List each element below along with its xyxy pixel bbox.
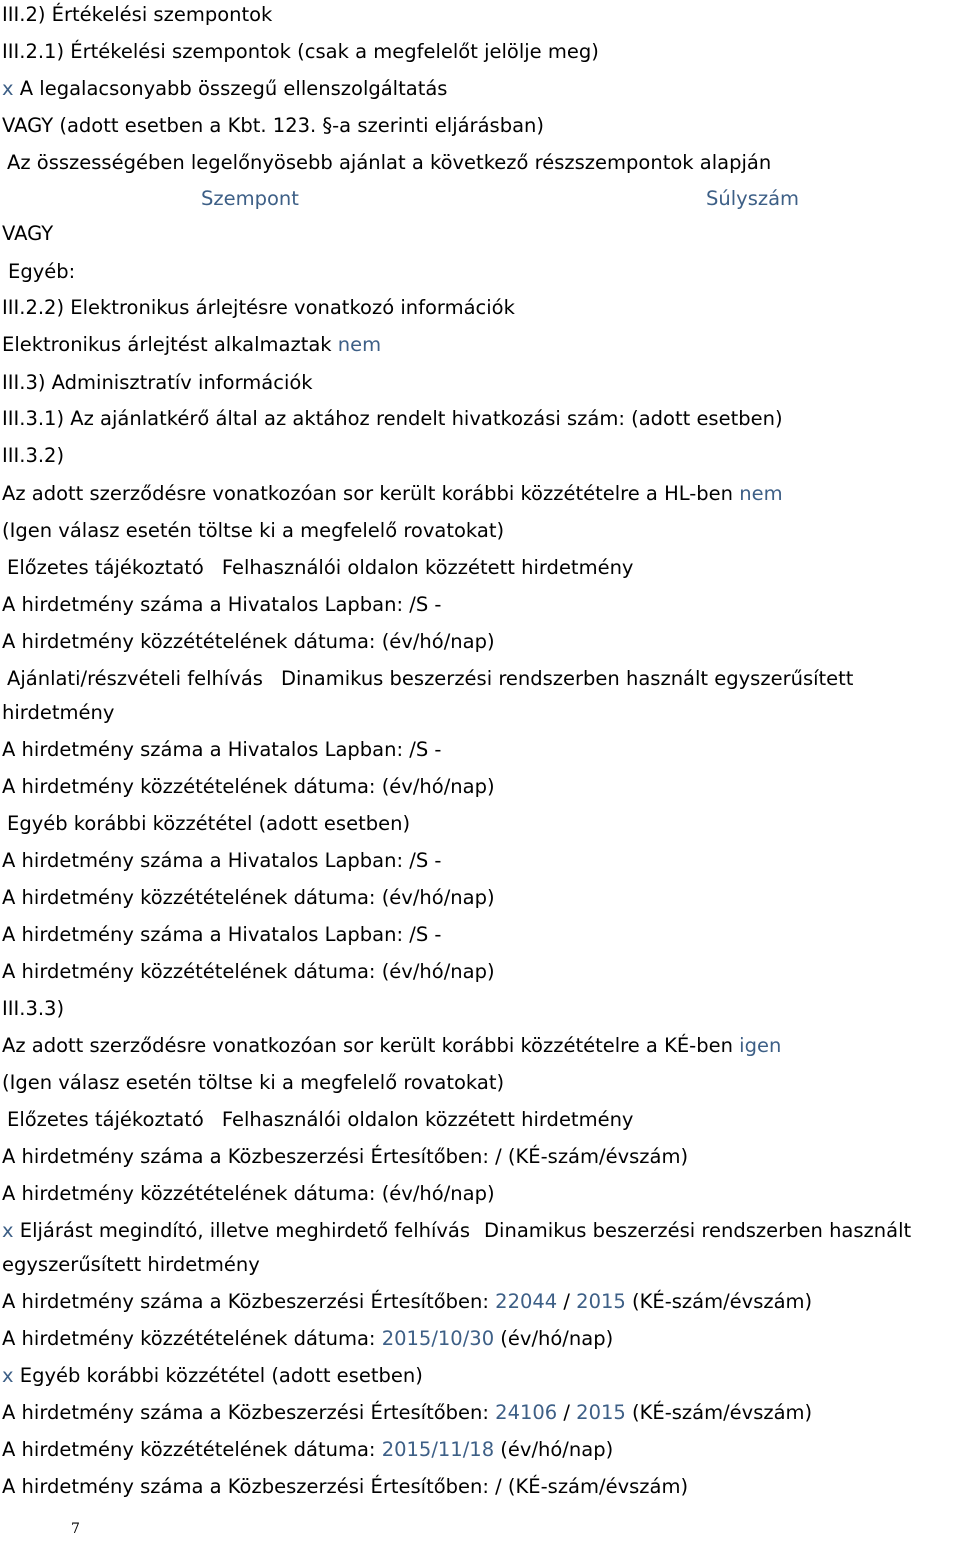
criterion-label: A legalacsonyabb összegű ellenszolgáltatás (13, 77, 448, 100)
page-number: 7 (71, 1521, 80, 1537)
instruction-note: (Igen válasz esetén töltse ki a megfelelő rovatokat) (2, 519, 505, 542)
ke-notice-number: A hirdetmény száma a Közbeszerzési Értesítőben: / (KÉ-szám/évszám) (2, 1475, 689, 1498)
notice-type-line (7, 555, 633, 581)
column-header-szempont: Szempont (201, 187, 299, 210)
notice-type-line (7, 666, 853, 692)
notice-type-dps-cont: hirdetmény (2, 701, 115, 724)
notice-type-prior: Előzetes tájékoztató (7, 1108, 204, 1131)
ke-date-label: A hirdetmény közzétételének dátuma: (2, 1438, 382, 1461)
ke-date-unit: (év/hó/nap) (494, 1438, 614, 1461)
ke-year-value: 2015 (576, 1290, 626, 1313)
hl-publication-value: nem (739, 482, 783, 505)
hl-notice-number: A hirdetmény száma a Hivatalos Lapban: /S - (2, 738, 442, 761)
hl-notice-number: A hirdetmény száma a Hivatalos Lapban: /S - (2, 923, 442, 946)
hl-notice-number: A hirdetmény száma a Hivatalos Lapban: /S - (2, 593, 442, 616)
ke-publication-label: Az adott szerződésre vonatkozóan sor került korábbi közzétételre a KÉ-ben (2, 1034, 740, 1057)
ke-date-value: 2015/11/18 (381, 1438, 495, 1461)
notice-type-buyer-profile: Felhasználói oldalon közzétett hirdetmény (221, 556, 634, 579)
ke-number-unit: (KÉ-szám/évszám) (625, 1290, 813, 1313)
section-heading-iii-2-1: III.2.1) Értékelési szempontok (csak a megfelelőt jelölje meg) (2, 40, 599, 63)
ke-number-sep: / (557, 1401, 577, 1424)
ke-publication-value: igen (739, 1034, 782, 1057)
column-header-sulyszam: Súlyszám (706, 187, 800, 210)
ke-date-unit: (év/hó/nap) (494, 1327, 614, 1350)
ke-date-label: A hirdetmény közzétételének dátuma: (2, 1327, 382, 1350)
ke-notice-number (2, 1289, 812, 1315)
ke-year-value: 2015 (576, 1401, 626, 1424)
ke-number-unit: (KÉ-szám/évszám) (625, 1401, 813, 1424)
criterion-or: VAGY (2, 222, 54, 245)
e-auction-line (2, 332, 381, 358)
hl-notice-number: A hirdetmény száma a Hivatalos Lapban: /S - (2, 849, 442, 872)
section-heading-iii-3-2: III.3.2) (2, 444, 65, 467)
hl-publication-line (2, 481, 783, 507)
ke-notice-date (2, 1437, 613, 1463)
ke-number-value: 22044 (495, 1290, 558, 1313)
selected-mark: x (2, 77, 14, 100)
notice-type-prior: Előzetes tájékoztató (7, 556, 204, 579)
criterion-other: Egyéb: (8, 260, 76, 283)
criterion-best-value: Az összességében legelőnyösebb ajánlat a következő részszempontok alapján (7, 151, 772, 174)
notice-type-line (7, 1107, 633, 1133)
notice-type-other-label: Egyéb korábbi közzététel (adott esetben) (13, 1364, 423, 1387)
criterion-or-note: VAGY (adott esetben a Kbt. 123. §-a szerinti eljárásban) (2, 114, 544, 137)
section-heading-iii-3-1: III.3.1) Az ajánlatkérő által az aktához rendelt hivatkozási szám: (adott esetben) (2, 407, 783, 430)
ke-number-value: 24106 (495, 1401, 558, 1424)
section-heading-iii-2-2: III.2.2) Elektronikus árlejtésre vonatkozó információk (2, 296, 515, 319)
hl-notice-date: A hirdetmény közzétételének dátuma: (év/hó/nap) (2, 960, 495, 983)
notice-type-dps: Dinamikus beszerzési rendszerben használt (484, 1219, 912, 1242)
hl-publication-label: Az adott szerződésre vonatkozóan sor került korábbi közzétételre a HL-ben (2, 482, 740, 505)
selected-mark: x (2, 1219, 14, 1242)
notice-type-call: Eljárást megindító, illetve meghirdető felhívás (13, 1219, 471, 1242)
notice-type-other (2, 1363, 423, 1389)
ke-notice-date (2, 1326, 613, 1352)
notice-type-call: Ajánlati/részvételi felhívás (7, 667, 263, 690)
hl-notice-date: A hirdetmény közzétételének dátuma: (év/hó/nap) (2, 630, 495, 653)
notice-type-dps-cont: egyszerűsített hirdetmény (2, 1253, 260, 1276)
e-auction-value: nem (337, 333, 382, 356)
section-heading-iii-3: III.3) Adminisztratív információk (2, 371, 313, 394)
instruction-note: (Igen válasz esetén töltse ki a megfelelő rovatokat) (2, 1071, 505, 1094)
e-auction-label: Elektronikus árlejtést alkalmaztak (2, 333, 338, 356)
ke-number-label: A hirdetmény száma a Közbeszerzési Értesítőben: (2, 1290, 496, 1313)
hl-notice-date: A hirdetmény közzétételének dátuma: (év/hó/nap) (2, 775, 495, 798)
ke-number-sep: / (557, 1290, 577, 1313)
ke-notice-number: A hirdetmény száma a Közbeszerzési Értesítőben: / (KÉ-szám/évszám) (2, 1145, 689, 1168)
criterion-lowest-price (2, 76, 447, 102)
ke-date-value: 2015/10/30 (381, 1327, 495, 1350)
ke-number-label: A hirdetmény száma a Közbeszerzési Értesítőben: (2, 1401, 496, 1424)
notice-type-dps: Dinamikus beszerzési rendszerben használt egyszerűsített (280, 667, 854, 690)
hl-notice-date: A hirdetmény közzétételének dátuma: (év/hó/nap) (2, 886, 495, 909)
ke-notice-date: A hirdetmény közzétételének dátuma: (év/hó/nap) (2, 1182, 495, 1205)
ke-publication-line (2, 1033, 781, 1059)
section-heading-iii-2: III.2) Értékelési szempontok (2, 3, 273, 26)
notice-type-buyer-profile: Felhasználói oldalon közzétett hirdetmény (221, 1108, 634, 1131)
section-heading-iii-3-3: III.3.3) (2, 997, 65, 1020)
notice-type-other: Egyéb korábbi közzététel (adott esetben) (7, 812, 411, 835)
ke-notice-number (2, 1400, 812, 1426)
notice-type-line (2, 1218, 911, 1244)
selected-mark: x (2, 1364, 14, 1387)
